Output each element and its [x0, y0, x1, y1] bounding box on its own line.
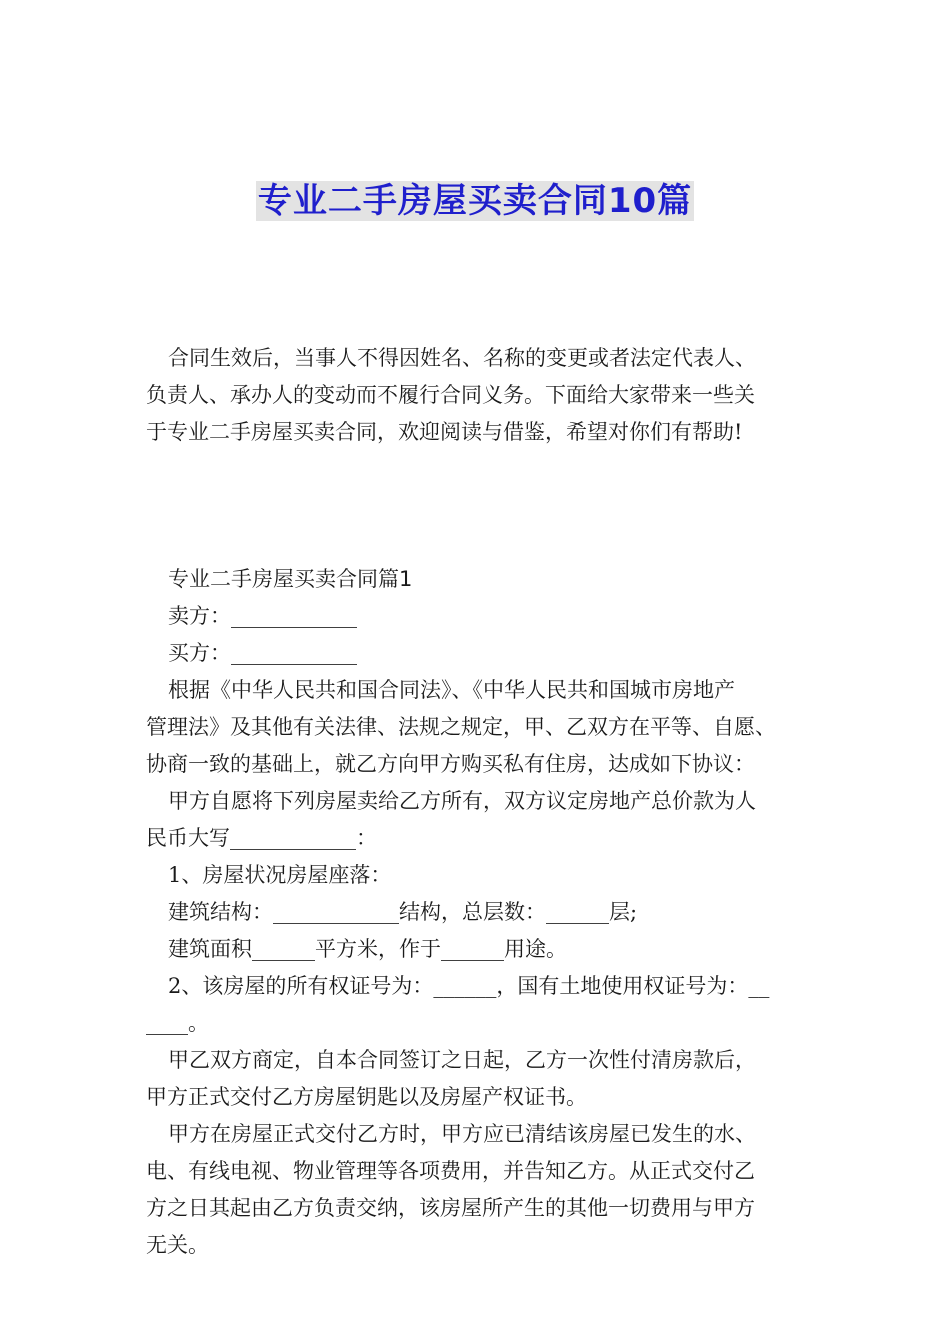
intro-line: 合同生效后，当事人不得因姓名、名称的变更或者法定代表人、 — [168, 346, 756, 370]
document-title — [0, 178, 950, 224]
body-line: 根据《中华人民共和国合同法》、《中华人民共和国城市房地产 — [168, 678, 735, 702]
body-line: 方之日其起由乙方负责交纳，该房屋所产生的其他一切费用与甲方 — [146, 1196, 755, 1220]
body-line: 甲方正式交付乙方房屋钥匙以及房屋产权证书。 — [146, 1085, 587, 1109]
intro-line: 于专业二手房屋买卖合同，欢迎阅读与借鉴，希望对你们有帮助! — [146, 420, 743, 444]
body-line: 无关。 — [146, 1233, 209, 1257]
body-line: 民币大写____________： — [146, 826, 377, 850]
section-heading: 专业二手房屋买卖合同篇1 — [168, 567, 413, 591]
seller-line: 卖方：____________ — [168, 604, 357, 628]
body-line: 甲方在房屋正式交付乙方时，甲方应已清结该房屋已发生的水、 — [168, 1122, 756, 1146]
body-line: 电、有线电视、物业管理等各项费用，并告知乙方。从正式交付乙 — [146, 1159, 755, 1183]
body-line: 2、该房屋的所有权证号为：______，国有土地使用权证号为：__ — [168, 974, 770, 998]
body-line: 甲乙双方商定，自本合同签订之日起，乙方一次性付清房款后， — [168, 1048, 756, 1072]
buyer-line: 买方：____________ — [168, 641, 357, 665]
body-line: ____。 — [146, 1011, 209, 1035]
body-line: 甲方自愿将下列房屋卖给乙方所有，双方议定房地产总价款为人 — [168, 789, 756, 813]
body-line: 1、房屋状况房屋座落： — [168, 863, 392, 887]
body-line: 建筑面积______平方米，作于______用途。 — [168, 937, 567, 961]
contract-body — [146, 487, 816, 1338]
document-title-text: 专业二手房屋买卖合同10篇 — [257, 181, 693, 221]
body-line: 协商一致的基础上，就乙方向甲方购买私有住房，达成如下协议： — [146, 752, 755, 776]
body-line: 管理法》及其他有关法律、法规之规定，甲、乙双方在平等、自愿、 — [146, 715, 776, 739]
body-line: 建筑结构：____________结构，总层数：______层; — [168, 900, 638, 924]
intro-line: 负责人、承办人的变动而不履行合同义务。下面给大家带来一些关 — [146, 383, 755, 407]
